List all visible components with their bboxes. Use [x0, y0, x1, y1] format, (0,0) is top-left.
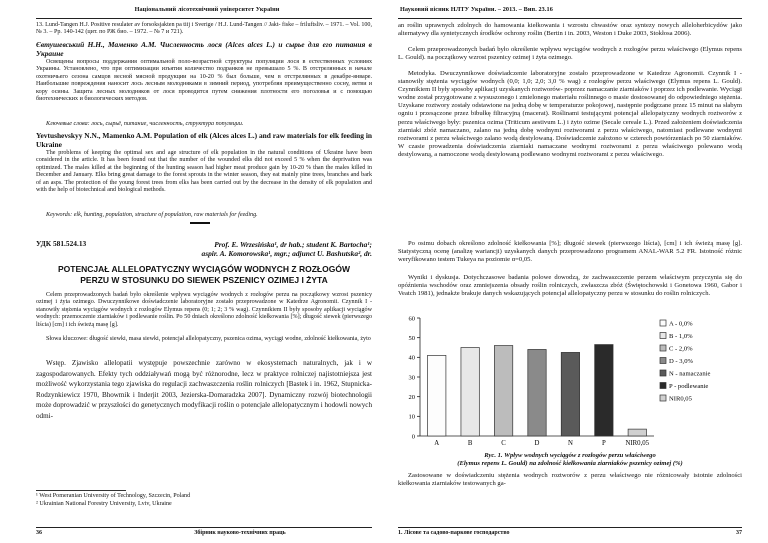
legend-label: B - 1,0% — [669, 333, 693, 341]
bar-n — [561, 352, 579, 436]
legend-swatch — [660, 383, 666, 389]
figure-caption-line-2: (Elymus repens L. Gould) na zdolność kiełkowania ziarniaków pszenicy ozimej (%) — [457, 460, 683, 467]
paragraph-4: Po osimu dobach określono zdolność kiełkowania [%]; długość siewek (pierwszego liścia), [cm] i ich świeżą masę [g]. Statystyczną ocenę (analizę wariancji) uzyskanych danych przeprowadzono programem ANAL-WAR 5.2 FR. Istotność różnic weryfikowano testem Tukeya na poziomie α=0,05. — [398, 240, 742, 264]
bar-b — [461, 348, 479, 437]
bar-nir005 — [628, 429, 646, 436]
paragraph-1: an roślin uprawnych zdolnych do hamowania kiełkowania i wzrostu chwastów oraz syntezy nowych alleloherbicydów jako alternatywy dla syntetycznych środków ochrony roślin (Bertin i in. 2003, Weston i Duke 2003, Stokłosa 2006). — [398, 22, 742, 38]
x-tick-label: NIR0,05 — [625, 440, 650, 447]
bar-p — [595, 345, 613, 436]
pl-abstract: Celem przeprowadzonych badań było określenie wpływu wyciągów wodnych z rozłogów perzu na początkowy wzrost pszenicy ozimej i żyta ozimego. Dwuczynnikowe doświadczenie laboratoryjne zostało przeprowadzone w Katedrze Agronomii. Czynnik I -stanowiły stężenia wyciągów wodnych z rozłogów Elymus repens (0; 1; 2; 3 % wag). Czynnikiem II były sposoby aplikacji wyciągów wodnych: przemoczenie ziarniaków i podlewanie roślin. Po 50 dniach określono zdolność kiełkowania [%]; długość siewek (pierwszego liścia) [cm] i ich świeżą masę [g]. — [36, 292, 372, 328]
y-tick-label: 0 — [411, 433, 415, 441]
x-tick-label: D — [534, 440, 540, 447]
legend-swatch — [660, 320, 666, 326]
bar-a — [428, 355, 446, 436]
introduction-paragraph: Wstęp. Zjawisko allelopatii występuje powszechnie zarówno w ekosystemach naturalnych, jak i w zagospodarowanych. Efekty tych oddziaływań mogą być różnorodne, lecz w praktyce rolniczej najistotniejsza jest możliwość wykorzystania tego zjawiska do regulacji zachwaszczenia roślin rolniczych [Bastek i in. 1962, Stupnicka-Rodzynkiewicz 1970, Bhowmik i Inderjit 2003, Jezierska-Domaradzka 2007]. Dynamiczny rozwój biotechnologii może doprowadzić w przyszłości do genetycznych modyfikacji roślin o potencjale allelopatycznym i hodowli nowych odmi- — [36, 359, 372, 420]
x-tick-label: P — [601, 440, 606, 447]
reference-13: 13. Lund-Tangen H.J. Positive resulater av forsoksjakten pa tiij i Sverige / H.J. Lund-Tangen // Jakt- fiske – friluftsliv. – 1971. – Vol. 100, № 3. – Pp. 140-142 (цит. по РЖ био. – 1972. – № 7 и 721). — [36, 22, 372, 36]
page-number-left: 36 — [36, 530, 42, 536]
paragraph-results: Wyniki i dyskusja. Dotychczasowe badania polowe dowodzą, że zachwaszczenie perzem właściwym przyczynia się do opóźnienia wschodów oraz zmniejszenia obsady roślin rolniczych, zwłaszcza zbóż (Świętochowski i Gonetowa 1960, Gabor i Veatch 1981), jednakże brakuje danych wskazujących potencjał allelopatyczny perzu w stosunku do roślin rolniczych. — [398, 274, 742, 298]
header-rule-left — [36, 18, 372, 19]
bar-d — [528, 349, 546, 436]
y-tick-label: 60 — [408, 315, 415, 323]
x-tick-label: N — [567, 440, 573, 447]
x-tick-label: B — [467, 440, 473, 447]
legend-label: NIR0,05 — [669, 395, 692, 403]
footer-journal-left: Збірник науково-технічних праць — [194, 530, 286, 536]
legend-label: C - 2,0% — [669, 345, 693, 353]
footnote-rule — [36, 490, 126, 491]
legend-swatch — [660, 370, 666, 376]
authors-line-2: aspir. A. Komorowska¹, mgr.; adjunct U. Bashutska², dr. — [201, 249, 372, 258]
legend-label: P - podlewanie — [669, 383, 709, 391]
en-summary-title: Yevtushevskyy N.N., Mamenko A.M. Population of elk (Alces alces L.) and raw materials for elk feeding in Ukraine — [36, 131, 372, 149]
paragraph-2: Celem przeprowadzonych badań było określenie wpływu wyciągów wodnych z rozłogów perzu właściwego (Elymus repens L. Gould). na początkowy wzrost pszenicy ozimej i żyta ozimego. — [398, 46, 742, 62]
en-keywords: Keywords: elk, hunting, population, structure of population, raw materials for feeding. — [46, 212, 258, 218]
footer-section-right: 1. Лісове та садово-паркове господарство — [398, 530, 510, 536]
ru-summary-title: Євтушевський Н.Н., Маменко А.М. Численность лося (Alces alces L.) и сырье для его питания в Украине — [36, 40, 372, 58]
footer-rule-left — [36, 527, 372, 528]
article-title-line-1: POTENCJAŁ ALLELOPATYCZNY WYCIĄGÓW WODNYCH Z ROZŁOGÓW — [58, 264, 350, 274]
x-tick-label: C — [501, 440, 506, 447]
legend-swatch — [660, 395, 666, 401]
right-page — [384, 0, 768, 543]
figure-caption-line-1: Ryc. 1. Wpływ wodnych wyciągów z rozłogów perzu właściwego — [484, 452, 656, 459]
section-divider — [190, 222, 210, 224]
paragraph-methods: Metodyka. Dwuczynnikowe doświadczenie laboratoryjne zostało przeprowadzone w Katedrze Agronomii. Czynnik I -stanowiły stężenia wyciągów wodnych (0,0; 1,0; 2,0; 3,0 % wag) z rozłogów perzu właściwego (Elymus repens L. Gould). Czynnikiem II były sposoby aplikacji uzyskanych roztworów- poprzez namaczanie ziarniaków i poprzez ich podlewanie. Wyciągi wodne został przygotowane z wysuszonego i zmielonego materiału roślinnego o masie dostosowanej do odpowiedniego stężenia. Uzyskane roztwory zostały odstawione na jedną dobę w temperaturze pokojowej, następnie podgrzane przez 15 minut na słabym ogniu i przesączone przez bibułkę filtracyjną (macerat). Roślinami testującymi potencjał allelopatyczny wodnych roztworów z perzu właściwego były: pszenica ozima (Triticum aestivum L.) i żyto ozime (Secale cereale L.). Przed założeniem doświadczenia ziarniaki zbóż namaczano, zalano na jedną dobę wodnymi roztworami z perzu właściwego, natomiast podlewane wodnymi roztworami z perzu właściwego zalano wodą destylowaną. Doświadczenie założono w czterech powtórzeniach po 50 ziarniaków. W czasie prowadzenia doświadczenia ziarniaki namaczane wodnymi roztworami z perzu właściwego polewano wodą destylowaną, a namoczone wodą destylowaną podlewano wodnymi roztworami z perzu właściwego. — [398, 70, 742, 158]
legend-label: N - namaczanie — [669, 370, 711, 378]
udk-code: УДК 581.524.13 — [36, 239, 87, 248]
running-header-left: Національний лісотехнічний університет України — [134, 6, 280, 13]
page-number-right: 37 — [736, 530, 742, 536]
y-tick-label: 50 — [408, 334, 415, 342]
legend-swatch — [660, 358, 666, 364]
legend-label: A - 0,0% — [669, 320, 693, 328]
en-abstract: The problems of keeping the optimal sex and age structure of elk population in the natural conditions of Ukraine have been considered in the article. It has been found out that the number of the wounded elks did not exceed 5 % when the deprivation was optimized. The males killed at the beginning of the hunting season had higher meat produce gain by 10-20 % than the males killed in December and January. Elks bring great damage to the forest sprouts in the winter season, they eat mainly pine trees, branches and bark of an asps. The protection of the young forest trees from elks has been carried out by the decrease in the density of elk population and with the help of biotechnical and biological methods. — [36, 150, 372, 194]
paragraph-6: Zastosowane w doświadczeniu stężenia wodnych roztworów z perzu właściwego nie różnicowały istotnie zdolności kiełkowania ziarniaków testowanych ga- — [398, 472, 742, 488]
y-tick-label: 40 — [408, 354, 415, 362]
pl-keywords: Słowa kluczowe: długość siewki, masa siewki, potencjał allelopatyczny, pszenica ozima, wyciągi wodne, zdolność kiełkowania, żyto — [46, 336, 371, 342]
header-rule-right — [398, 18, 742, 19]
y-tick-label: 10 — [408, 413, 415, 421]
footnote-2: ² Ukrainian National Forestry University, Lviv, Ukraine — [36, 501, 172, 507]
legend-swatch — [660, 345, 666, 351]
bar-c — [494, 346, 512, 436]
running-header-right: Науковий вісник НЛТУ України. – 2013. – Вип. 23.16 — [400, 6, 553, 13]
footnote-1: ¹ West Pomeranian University of Technology, Szczecin, Poland — [36, 493, 191, 499]
ru-abstract: Освещены вопросы поддержания оптимальной поло-возрастной структуры популяции лося в естественных условиях Украины. Установлено, что при оптимизации изъятия количество подранков не превышало 5 %. В отстрелянных в начале охотничьего сезона самцов весной мясной продукции на 10-20 % был больше, чем в отстрелянных в декабре-январе. Наибольшие повреждения наносит лось лесным молодняками в зимний период, употребляя преимущественно сосну, ветви и кору осины. Защита лесных молодняков от лося проводится путем снижения плотности его поголовья и с помощью биотехнических и биологических методов. — [36, 59, 372, 103]
authors-line-1: Prof. E. Wrzesińska¹, dr hab.; student K. Bartocha¹; — [214, 240, 372, 249]
ru-keywords: Ключевые слова: лось, сырьё, питание, численность, структура популяции. — [46, 121, 244, 127]
germination-bar-chart — [398, 314, 742, 452]
x-tick-label: A — [434, 440, 440, 447]
legend-swatch — [660, 333, 666, 339]
y-tick-label: 20 — [408, 393, 415, 401]
legend-label: D - 3,0% — [669, 358, 693, 366]
y-tick-label: 30 — [408, 374, 415, 382]
article-title-line-2: PERZU W STOSUNKU DO SIEWEK PSZENICY OZIMEJ I ŻYTA — [80, 275, 328, 285]
footer-rule-right — [398, 527, 742, 528]
